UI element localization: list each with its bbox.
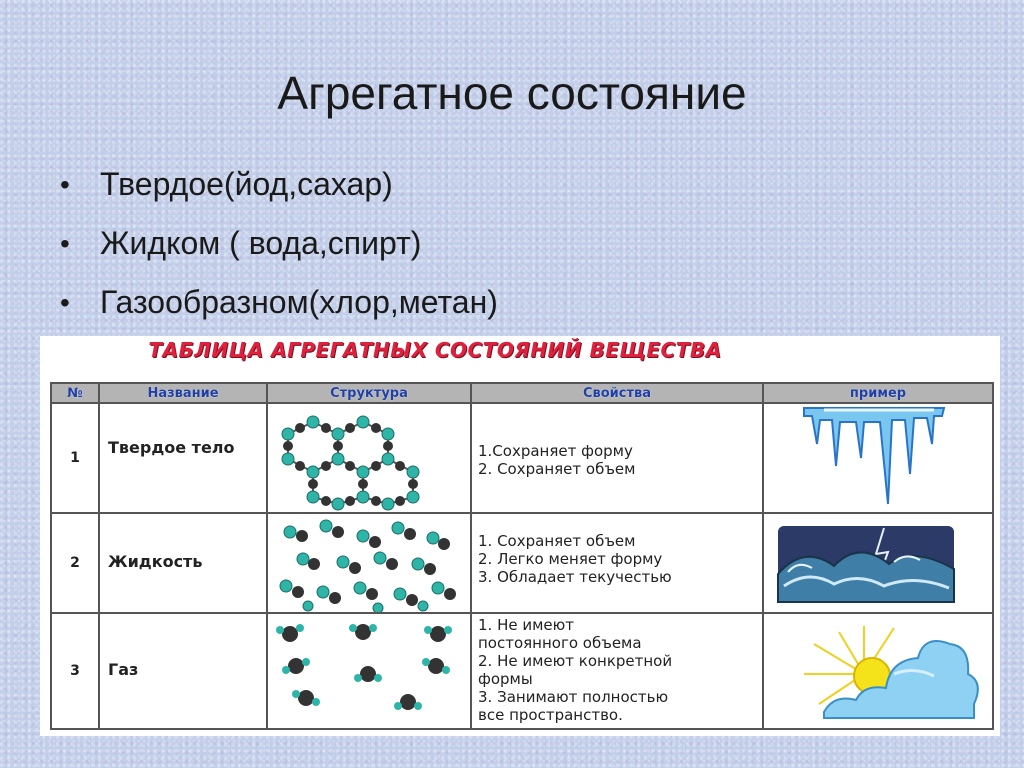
row-number: 3 <box>50 612 100 730</box>
example-cell <box>762 512 994 614</box>
header-example: пример <box>762 382 994 404</box>
icicles-icon <box>764 404 992 512</box>
property-line: 2. Легко меняет форму <box>478 550 663 568</box>
property-line: формы <box>478 670 533 688</box>
table-title: ТАБЛИЦА АГРЕГАТНЫХ СОСТОЯНИЙ ВЕЩЕСТВА <box>148 338 722 362</box>
property-line: 3. Обладает текучестью <box>478 568 672 586</box>
property-line: постоянного объема <box>478 634 642 652</box>
sun-cloud-icon <box>764 614 992 728</box>
property-line: 2. Не имеют конкретной <box>478 652 673 670</box>
structure-cell <box>266 612 472 730</box>
property-line: 1. Не имеют <box>478 616 575 634</box>
structure-cell <box>266 512 472 614</box>
property-line: все пространство. <box>478 706 623 724</box>
slide-title: Агрегатное состояние <box>277 67 747 119</box>
example-cell <box>762 612 994 730</box>
row-state-name: Жидкость <box>98 512 268 614</box>
bullet-text: Газообразном(хлор,метан) <box>100 284 498 320</box>
example-cell <box>762 402 994 514</box>
liquid-molecules-icon <box>268 514 470 612</box>
properties-cell <box>470 402 764 514</box>
stormy-sea-icon <box>764 514 992 612</box>
property-line: 2. Сохраняет объем <box>478 460 636 478</box>
bullet-text: Твердое(йод,сахар) <box>100 166 393 202</box>
bullet-item: • Газообразном(хлор,метан) <box>60 284 498 320</box>
property-line: 1.Сохраняет форму <box>478 442 633 460</box>
header-properties: Свойства <box>470 382 764 404</box>
header-structure: Структура <box>266 382 472 404</box>
header-name: Название <box>98 382 268 404</box>
structure-cell <box>266 402 472 514</box>
crystal-lattice-icon <box>268 404 470 512</box>
property-line: 3. Занимают полностью <box>478 688 669 706</box>
gas-molecules-icon <box>268 614 470 728</box>
bullet-item: • Твердое(йод,сахар) <box>60 166 393 202</box>
property-line: 1. Сохраняет объем <box>478 532 636 550</box>
properties-cell <box>470 512 764 614</box>
bullet-text: Жидком ( вода,спирт) <box>100 225 422 261</box>
bullet-item: • Жидком ( вода,спирт) <box>60 225 422 261</box>
bullet-list <box>58 155 498 332</box>
row-number: 2 <box>50 512 100 614</box>
properties-cell <box>470 612 764 730</box>
row-state-name: Газ <box>98 612 268 730</box>
row-state-name: Твердое тело <box>98 402 268 514</box>
row-number: 1 <box>50 402 100 514</box>
states-table-image <box>40 336 1000 736</box>
header-number: № <box>50 382 100 404</box>
